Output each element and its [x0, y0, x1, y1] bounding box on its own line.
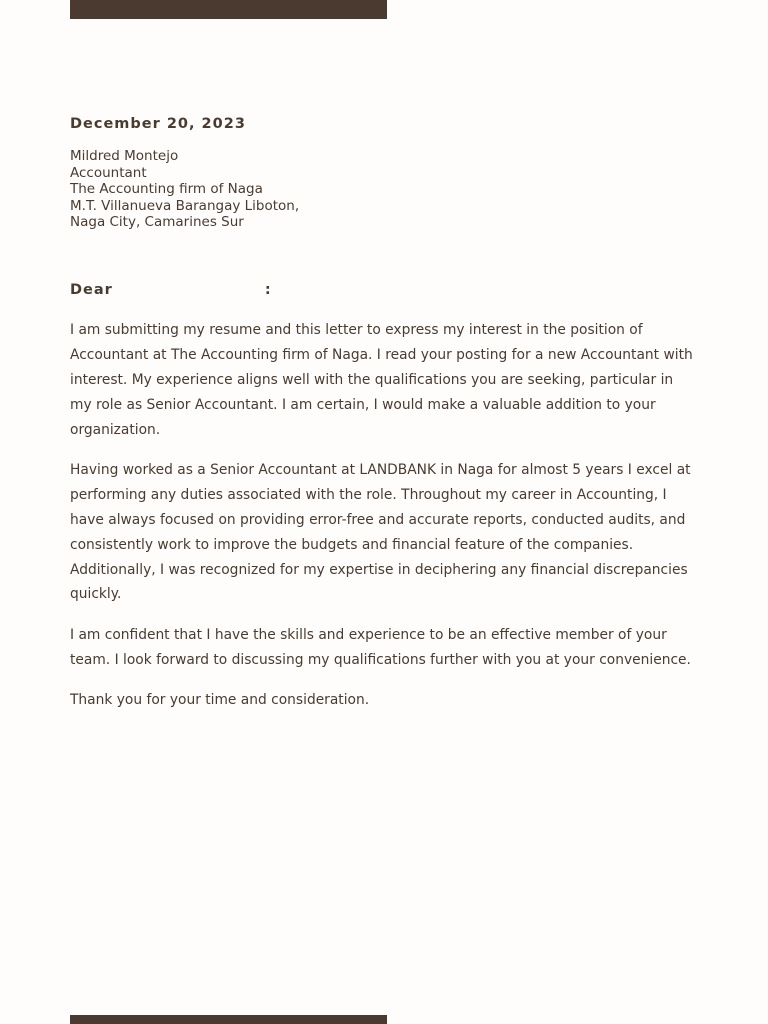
footer-accent-bar — [70, 1015, 387, 1024]
letter-date: December 20, 2023 — [70, 116, 246, 132]
recipient-name: Mildred Montejo — [70, 148, 179, 164]
closing-line: Thank you for your time and consideration. — [70, 691, 370, 708]
recipient-address-line1: M.T. Villanueva Barangay Liboton, — [70, 197, 300, 214]
letter-body — [70, 318, 698, 728]
salutation — [70, 281, 272, 299]
salutation-colon: : — [264, 282, 272, 298]
salutation-greeting: Dear — [70, 282, 113, 298]
body-paragraph: I am submitting my resume and this letter to express my interest in the position of Accountant at The Accounting firm of Naga. I read your posting for a new Accountant with interest. My experience aligns well with the qualifications you are seeking, particular in my role as Senior Accountant. I am certain, I would make a valuable addition to your organization. — [70, 322, 693, 438]
recipient-company: The Accounting firm of Naga — [70, 181, 263, 198]
body-paragraph: I am confident that I have the skills and experience to be an effective member of your team. I look forward to discussing my qualifications further with you at your convenience. — [70, 626, 691, 668]
body-paragraph: Having worked as a Senior Accountant at LANDBANK in Naga for almost 5 years I excel at performing any duties associated with the role. Throughout my career in Accounting, I have always focused on providing error-free and accurate reports, conducted audits, and consistently work to improve the budgets and financial feature of the companies. Additionally, I was recognized for my expertise in deciphering any financial discrepancies quickly. — [70, 461, 691, 603]
recipient-block — [70, 148, 299, 231]
header-accent-bar — [70, 0, 387, 19]
recipient-address-line2: Naga City, Camarines Sur — [70, 214, 244, 231]
recipient-title: Accountant — [70, 164, 147, 181]
